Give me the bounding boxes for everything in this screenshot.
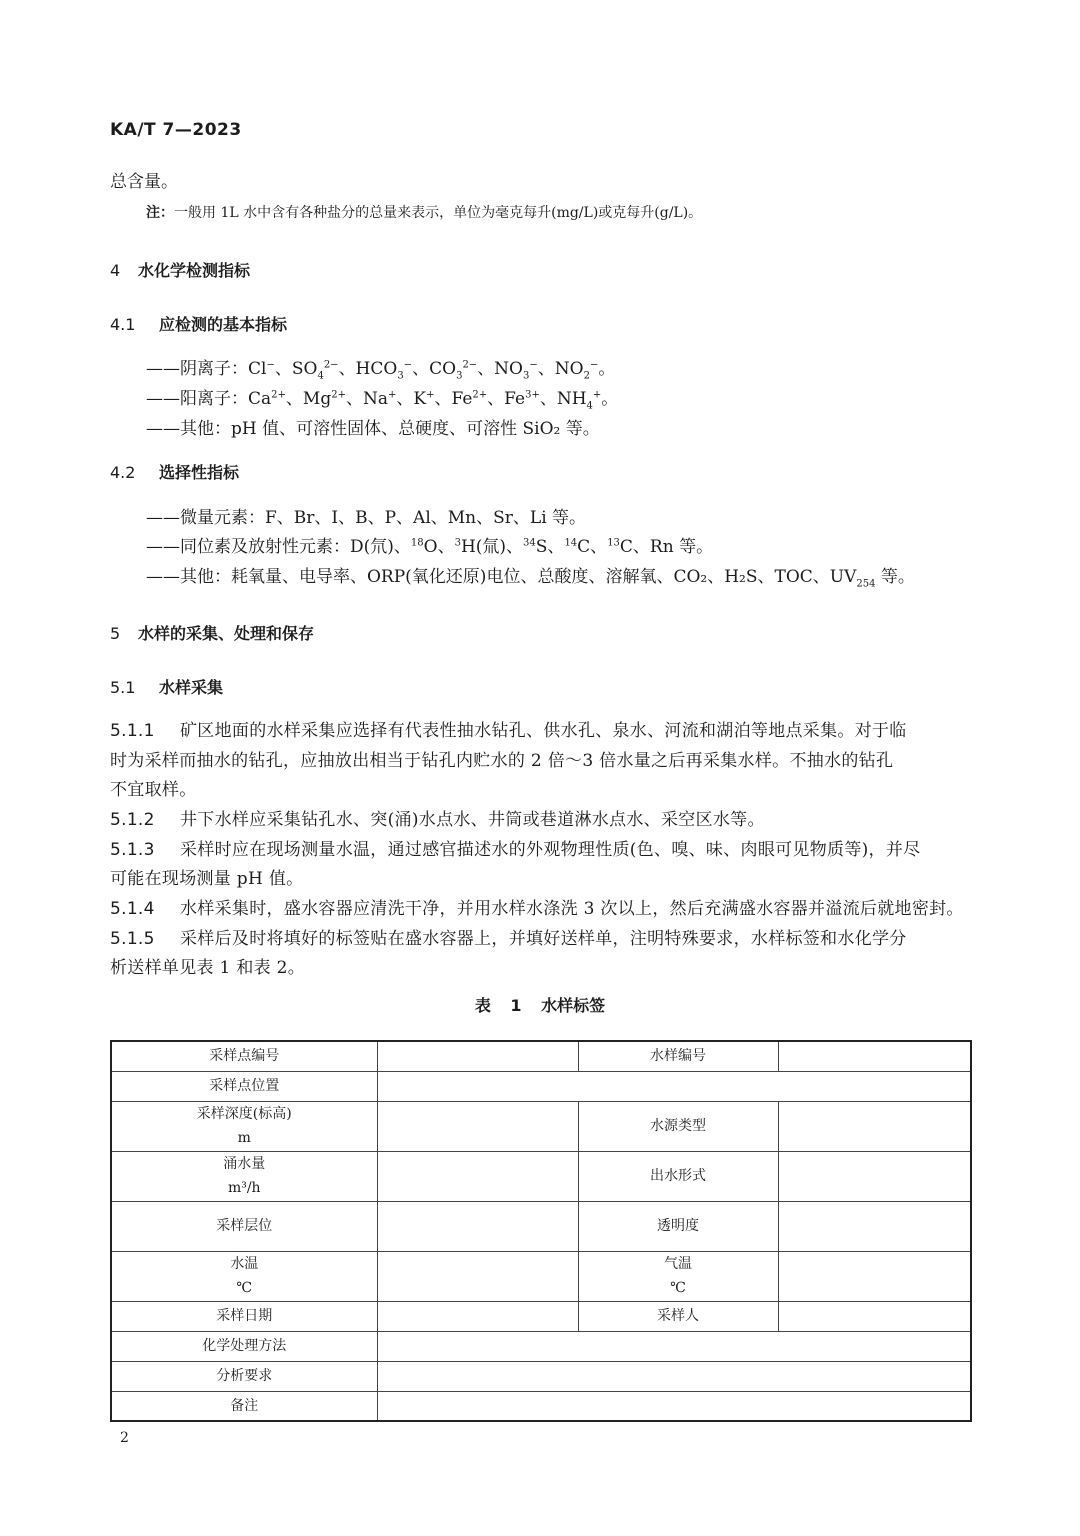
air-temp-unit: ℃ — [670, 1280, 686, 1296]
label-sample-depth — [111, 1101, 377, 1151]
clause-5-1-2 — [110, 805, 765, 830]
others-basic-item — [146, 414, 600, 439]
water-sample-label-table — [110, 1040, 972, 1422]
value-sample-point-no[interactable] — [377, 1041, 578, 1071]
clause-5-1-3-line1 — [110, 835, 920, 860]
section-title: 选择性指标 — [159, 463, 240, 482]
item-text: pH 值、可溶性固体、总硬度、可溶性 SiO₂ 等。 — [231, 419, 600, 439]
table-row — [111, 1201, 971, 1251]
item-text: 耗氧量、电导率、ORP(氧化还原)电位、总酸度、溶解氧、CO₂、H₂S、TOC、UV — [231, 567, 857, 587]
anions-item — [146, 354, 615, 381]
value-sampling-date[interactable] — [377, 1301, 578, 1331]
value-sample-no[interactable] — [778, 1041, 971, 1071]
standard-code: KA/T 7—2023 — [110, 120, 242, 140]
table-row — [111, 1151, 971, 1201]
value-remarks[interactable] — [377, 1391, 971, 1421]
label-transparency: 透明度 — [578, 1201, 778, 1251]
clause-5-1-1-line1 — [110, 716, 907, 741]
value-outflow-form[interactable] — [778, 1151, 971, 1201]
section-number: 4.2 — [110, 463, 136, 482]
value-sample-depth[interactable] — [377, 1101, 578, 1151]
value-water-temp[interactable] — [377, 1251, 578, 1301]
section-5-1-heading — [110, 675, 223, 698]
value-sample-location[interactable] — [377, 1071, 971, 1101]
clause-5-1-4 — [110, 894, 964, 919]
value-air-temp[interactable] — [778, 1251, 971, 1301]
value-transparency[interactable] — [778, 1201, 971, 1251]
value-source-type[interactable] — [778, 1101, 971, 1151]
cations-item — [146, 384, 618, 411]
section-number: 5 — [110, 624, 121, 643]
table-row — [111, 1041, 971, 1071]
inflow-label: 涌水量 — [223, 1156, 266, 1172]
label-sample-location: 采样点位置 — [111, 1071, 377, 1101]
isotopes-item — [146, 532, 713, 557]
clause-text: 采样时应在现场测量水温，通过感官描述水的外观物理性质(色、嗅、味、肉眼可见物质等)，并尽 — [180, 840, 921, 860]
label-sampling-date: 采样日期 — [111, 1301, 377, 1331]
section-number: 4 — [110, 261, 121, 280]
isotopes-formula: D(氘)、$^{18}$O、$^3$H(氚)、$^{34}$S、$^{14}$C、$^{13}$C、Rn 等。 — [350, 537, 714, 557]
table-row — [111, 1071, 971, 1101]
item-label: ——微量元素： — [146, 508, 265, 528]
section-number: 4.1 — [110, 315, 136, 334]
section-4-heading — [110, 258, 250, 281]
item-text: F、Br、I、B、P、Al、Mn、Sr、Li 等。 — [265, 508, 587, 528]
section-4-2-heading — [110, 460, 239, 483]
clause-5-1-3-line2: 可能在现场测量 pH 值。 — [110, 869, 304, 889]
clause-5-1-1-line2: 时为采样而抽水的钻孔，应抽放出相当于钻孔内贮水的 2 倍～3 倍水量之后再采集水样。不抽水的钻孔 — [110, 751, 894, 771]
inflow-unit: m³/h — [227, 1180, 261, 1196]
depth-label: 采样深度(标高) — [196, 1106, 292, 1122]
clause-text: 采样后及时将填好的标签贴在盛水容器上，并填好送样单，注明特殊要求，水样标签和水化学分 — [180, 929, 907, 949]
clause-text: 井下水样应采集钻孔水、突(涌)水点水、井筒或巷道淋水点水、采空区水等。 — [180, 810, 765, 830]
label-air-temp — [578, 1251, 778, 1301]
clause-number: 5.1.2 — [110, 810, 155, 830]
value-inflow[interactable] — [377, 1151, 578, 1201]
label-source-type: 水源类型 — [578, 1101, 778, 1151]
clause-number: 5.1.1 — [110, 721, 155, 741]
depth-unit: m — [237, 1130, 251, 1146]
clause-number: 5.1.3 — [110, 840, 155, 860]
section-5-heading — [110, 621, 314, 644]
item-end: 等。 — [875, 567, 915, 587]
label-remarks: 备注 — [111, 1391, 377, 1421]
note — [146, 198, 702, 228]
table-row — [111, 1251, 971, 1301]
item-label: ——其他： — [146, 419, 231, 439]
clause-text: 矿区地面的水样采集应选择有代表性抽水钻孔、供水孔、泉水、河流和湖泊等地点采集。对于临 — [180, 721, 907, 741]
label-chem-treatment: 化学处理方法 — [111, 1331, 377, 1361]
value-chem-treatment[interactable] — [377, 1331, 971, 1361]
item-label: ——阳离子： — [146, 389, 248, 409]
section-title: 应检测的基本指标 — [159, 315, 288, 334]
anions-formula: Cl−、$SO_4^{2-}$、$HCO_3^-$、$CO_3^{2-}$、$NO_3^-$、$NO_2^-$。 — [248, 359, 616, 382]
label-analysis-req: 分析要求 — [111, 1361, 377, 1391]
label-water-temp — [111, 1251, 377, 1301]
label-inflow — [111, 1151, 377, 1201]
table-row — [111, 1391, 971, 1421]
section-title: 水样的采集、处理和保存 — [138, 624, 315, 643]
continuation-text: 总含量。 — [110, 172, 178, 192]
item-label: ——其他： — [146, 567, 231, 587]
label-sample-no: 水样编号 — [578, 1041, 778, 1071]
label-sampling-layer: 采样层位 — [111, 1201, 377, 1251]
trace-elements-item — [146, 503, 586, 528]
label-sample-point-no: 采样点编号 — [111, 1041, 377, 1071]
water-temp-label: 水温 — [230, 1256, 259, 1272]
clause-number: 5.1.5 — [110, 929, 155, 949]
section-title: 水样采集 — [159, 678, 224, 697]
label-sampler: 采样人 — [578, 1301, 778, 1331]
clause-5-1-1-line3: 不宜取样。 — [110, 780, 197, 800]
cations-formula: $Ca^{2+}$、$Mg^{2+}$、Na+、K+、$Fe^{2+}$、$Fe^{3+}$、$NH_4^+$。 — [248, 389, 619, 412]
section-4-1-heading — [110, 312, 287, 335]
label-outflow-form: 出水形式 — [578, 1151, 778, 1201]
table-row — [111, 1331, 971, 1361]
clause-5-1-5-line1 — [110, 924, 907, 949]
table-row — [111, 1361, 971, 1391]
table-1-caption: 表 1 水样标签 — [474, 996, 606, 1015]
section-title: 水化学检测指标 — [138, 261, 251, 280]
others-selective-item: ——其他：耗氧量、电导率、ORP(氧化还原)电位、总酸度、溶解氧、CO₂、H₂S、TOC、$UV_{254}$ 等。 — [146, 567, 915, 590]
clause-5-1-5-line2: 析送样单见表 1 和表 2。 — [110, 958, 306, 978]
value-sampling-layer[interactable] — [377, 1201, 578, 1251]
value-analysis-req[interactable] — [377, 1361, 971, 1391]
water-temp-unit: ℃ — [236, 1280, 253, 1296]
clause-text: 水样采集时，盛水容器应清洗干净，并用水样水涤洗 3 次以上，然后充满盛水容器并溢流后就地密封。 — [180, 899, 964, 919]
item-label: ——同位素及放射性元素： — [146, 537, 350, 557]
section-number: 5.1 — [110, 678, 136, 697]
air-temp-label: 气温 — [664, 1256, 692, 1272]
value-sampler[interactable] — [778, 1301, 971, 1331]
item-label: ——阴离子： — [146, 359, 248, 379]
note-text: 一般用 1L 水中含有各种盐分的总量来表示，单位为毫克每升(mg/L)或克每升(g/L)。 — [174, 205, 703, 221]
table-row — [111, 1301, 971, 1331]
page-number: 2 — [120, 1430, 129, 1446]
clause-number: 5.1.4 — [110, 899, 155, 919]
table-row — [111, 1101, 971, 1151]
note-lead: 注： — [146, 205, 174, 221]
